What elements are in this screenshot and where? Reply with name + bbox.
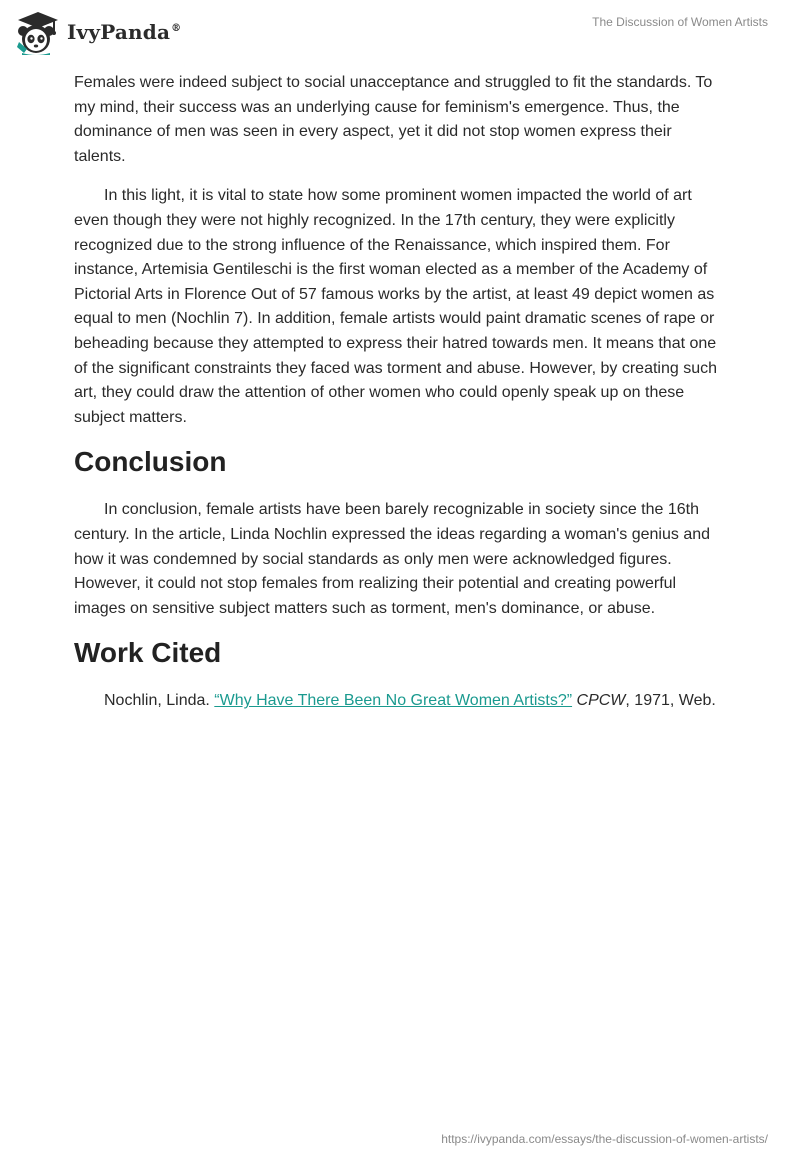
citation-details: , 1971, Web. [625, 692, 716, 710]
conclusion-paragraph: In conclusion, female artists have been barely recognizable in society since the 16th century. In the article, Linda Nochlin expressed the ideas regarding a woman's genius and how it was condemned by social standards as only men were acknowledged figures. However, it could not stop females from realizing their potential and creating powerful images on sensitive subject matters such as torment, men's dominance, or abuse. [74, 501, 711, 617]
essay-content [74, 71, 726, 729]
ivypanda-logo[interactable] [15, 8, 181, 56]
citation-journal: CPCW [576, 692, 626, 710]
body-paragraph-1: Females were indeed subject to social unacceptance and struggled to fit the standards. To my mind, their success was an underlying cause for feminism's emergence. Thus, the dominance of men was seen in every aspect, yet it did not stop women express their talents. [74, 74, 713, 165]
logo-wordmark: IvyPanda® [67, 20, 182, 44]
body-paragraph-2: In this light, it is vital to state how some prominent women impacted the world of art even though they were not highly recognized. In the 17th century, they were explicitly recognized due to the strong influence of the Renaissance, which inspired them. For instance, Artemisia Gentileschi is the first woman elected as a member of the Academy of Pictorial Arts in Florence Out of 57 famous works by the artist, at least 49 depict women as equal to men (Nochlin 7). In addition, female artists would paint dramatic scenes of rape or beheading because they attempted to express their hatred towards men. It means that one of the significant constraints they faced was torment and abuse. However, by creating such art, they could draw the attention of other women who could openly speak up on these subject matters. [74, 187, 718, 426]
document-title: The Discussion of Women Artists [592, 15, 768, 29]
works-cited-heading: Work Cited [74, 637, 222, 669]
footer-url: https://ivypanda.com/essays/the-discussion-of-women-artists/ [441, 1132, 768, 1146]
citation-entry [74, 689, 726, 714]
registered-mark: ® [171, 23, 182, 35]
citation-link[interactable]: “Why Have There Been No Great Women Artists?” [214, 692, 573, 710]
citation-author: Nochlin, Linda. [104, 692, 215, 710]
panda-graduate-icon [15, 9, 61, 55]
conclusion-heading: Conclusion [74, 446, 227, 478]
